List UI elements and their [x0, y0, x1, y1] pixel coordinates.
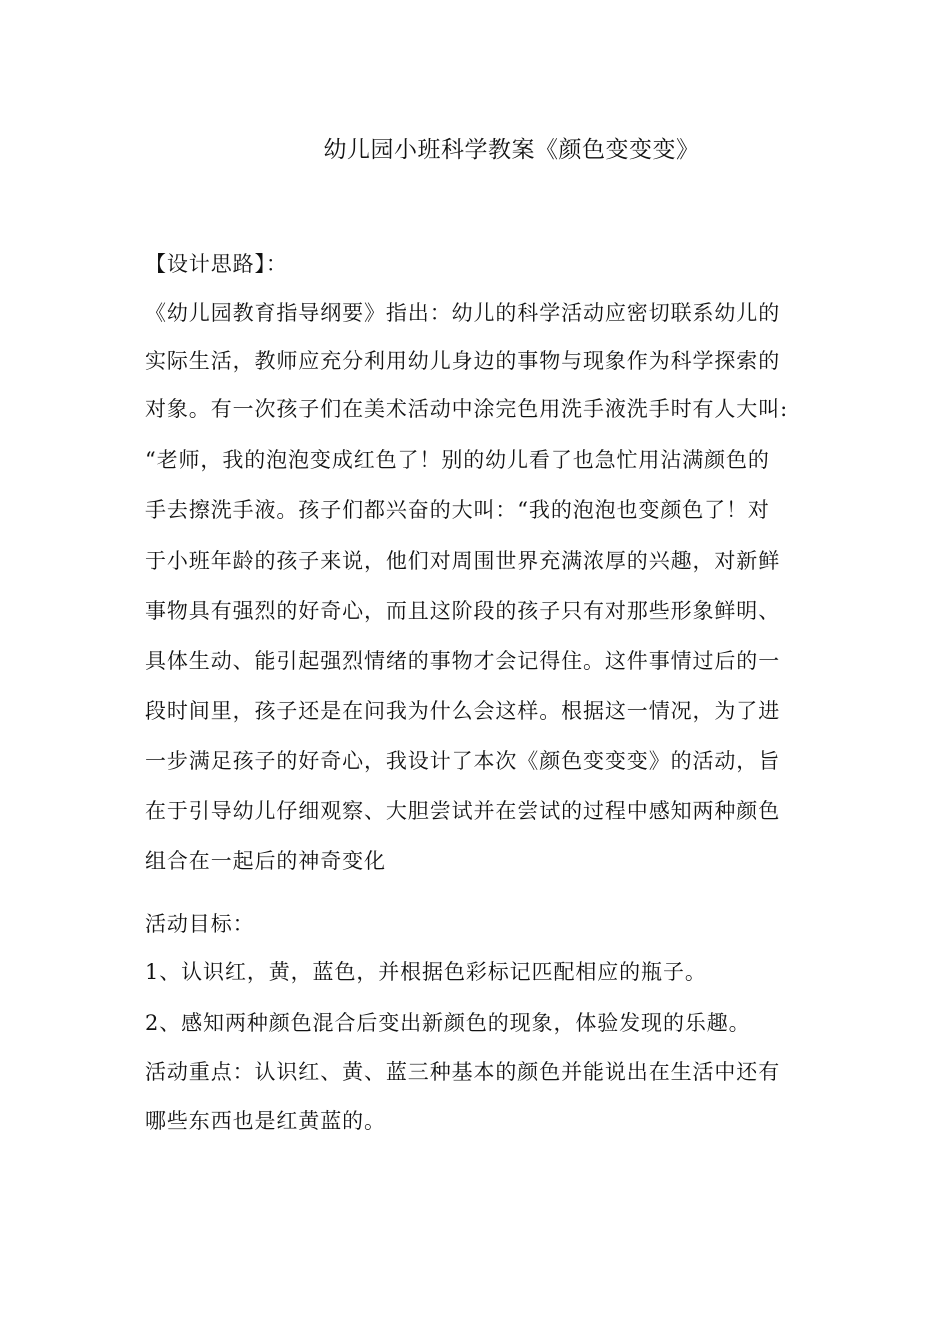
- paragraph-line: 具体生动、能引起强烈情绪的事物才会记得住。这件事情过后的一: [145, 649, 781, 673]
- paragraph-line: 一步满足孩子的好奇心，我设计了本次《颜色变变变》的活动，旨: [145, 749, 781, 773]
- paragraph-line: “老师，我的泡泡变成红色了！别的幼儿看了也急忙用沾满颜色的: [145, 448, 770, 472]
- section-heading-objectives: 活动目标：: [145, 912, 255, 936]
- objective-item-2: 2、感知两种颜色混合后变出新颜色的现象，体验发现的乐趣。: [145, 1011, 751, 1035]
- paragraph-line: 实际生活，教师应充分利用幼儿身边的事物与现象作为科学探索的: [145, 349, 781, 373]
- paragraph-line: 在于引导幼儿仔细观察、大胆尝试并在尝试的过程中感知两种颜色: [145, 799, 781, 823]
- section-heading-design-idea: 【设计思路】：: [145, 252, 288, 276]
- objective-item-1: 1、认识红，黄，蓝色，并根据色彩标记匹配相应的瓶子。: [145, 960, 707, 984]
- paragraph-line: 事物具有强烈的好奇心，而且这阶段的孩子只有对那些形象鲜明、: [145, 599, 781, 623]
- paragraph-line: 段时间里，孩子还是在问我为什么会这样。根据这一情况，为了进: [145, 699, 781, 723]
- paragraph-line: 《幼儿园教育指导纲要》指出：幼儿的科学活动应密切联系幼儿的: [145, 301, 781, 325]
- paragraph-line: 组合在一起后的神奇变化: [145, 849, 386, 873]
- paragraph-line: 对象。有一次孩子们在美术活动中涂完色用洗手液洗手时有人大叫:: [145, 397, 789, 421]
- document-title: 幼儿园小班科学教案《颜色变变变》: [323, 137, 700, 163]
- paragraph-line: 于小班年龄的孩子来说，他们对周围世界充满浓厚的兴趣，对新鲜: [145, 549, 781, 573]
- key-points-line: 活动重点：认识红、黄、蓝三种基本的颜色并能说出在生活中还有: [145, 1060, 781, 1084]
- paragraph-line: 手去擦洗手液。孩子们都兴奋的大叫：“我的泡泡也变颜色了！对: [145, 498, 770, 522]
- key-points-line: 哪些东西也是红黄蓝的。: [145, 1109, 386, 1133]
